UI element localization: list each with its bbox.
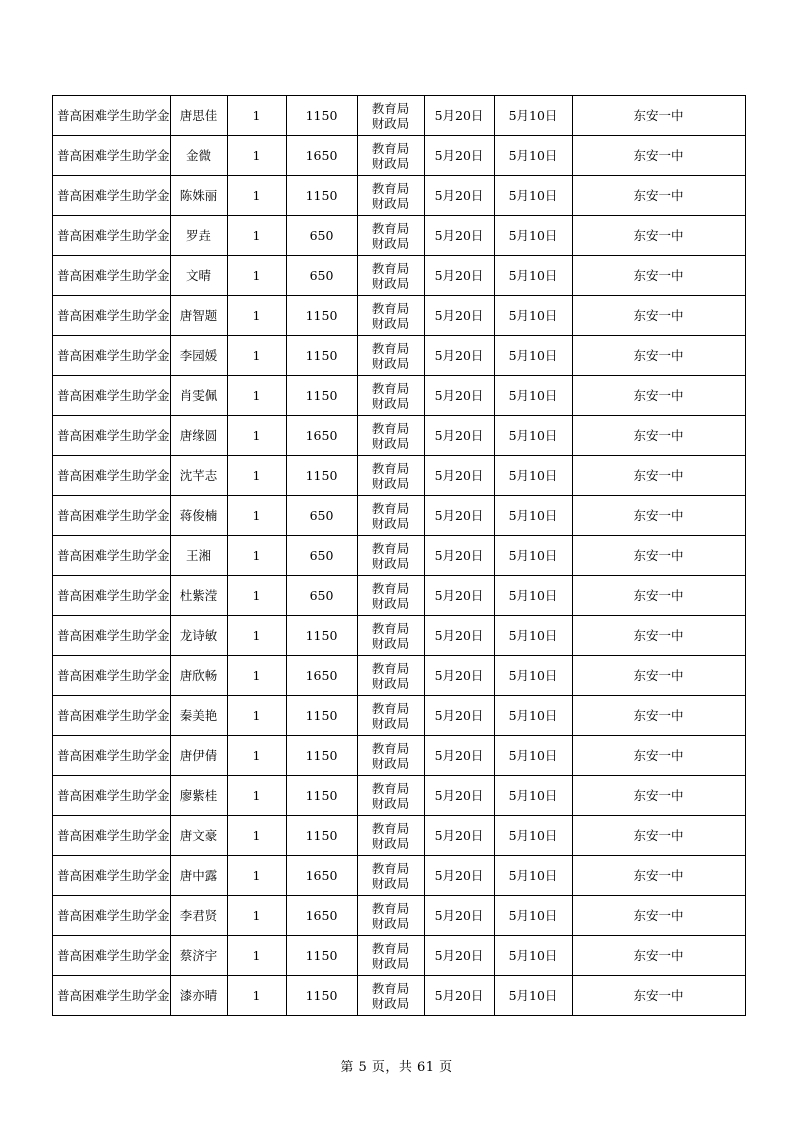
cell-aid-type: 普高困难学生助学金 [53, 216, 171, 256]
cell-aid-type: 普高困难学生助学金 [53, 376, 171, 416]
department-text: 教育局财政局 [371, 100, 410, 131]
cell-date-1: 5月20日 [424, 376, 494, 416]
cell-department [357, 736, 424, 776]
cell-count: 1 [227, 256, 286, 296]
cell-count: 1 [227, 936, 286, 976]
table-row [53, 696, 746, 736]
cell-date-2: 5月10日 [494, 776, 572, 816]
cell-count: 1 [227, 216, 286, 256]
cell-amount: 1150 [286, 96, 357, 136]
table-row [53, 976, 746, 1016]
cell-school: 东安一中 [572, 416, 745, 456]
cell-count: 1 [227, 336, 286, 376]
cell-aid-type: 普高困难学生助学金 [53, 616, 171, 656]
cell-aid-type: 普高困难学生助学金 [53, 416, 171, 456]
cell-amount: 1150 [286, 176, 357, 216]
cell-school: 东安一中 [572, 656, 745, 696]
cell-count: 1 [227, 136, 286, 176]
cell-date-1: 5月20日 [424, 696, 494, 736]
cell-school: 东安一中 [572, 456, 745, 496]
cell-date-2: 5月10日 [494, 336, 572, 376]
table-body [53, 96, 746, 1016]
table-row [53, 296, 746, 336]
cell-date-1: 5月20日 [424, 176, 494, 216]
cell-department [357, 576, 424, 616]
cell-date-1: 5月20日 [424, 576, 494, 616]
cell-school: 东安一中 [572, 336, 745, 376]
cell-count: 1 [227, 616, 286, 656]
table-row [53, 416, 746, 456]
cell-student-name: 李君贤 [170, 896, 227, 936]
cell-count: 1 [227, 416, 286, 456]
table-row [53, 536, 746, 576]
cell-department [357, 336, 424, 376]
cell-department [357, 216, 424, 256]
cell-date-2: 5月10日 [494, 856, 572, 896]
cell-aid-type: 普高困难学生助学金 [53, 776, 171, 816]
cell-amount: 1150 [286, 296, 357, 336]
cell-aid-type: 普高困难学生助学金 [53, 456, 171, 496]
table-row [53, 616, 746, 656]
cell-aid-type: 普高困难学生助学金 [53, 576, 171, 616]
cell-aid-type: 普高困难学生助学金 [53, 256, 171, 296]
record-table [52, 95, 746, 1016]
cell-school: 东安一中 [572, 936, 745, 976]
cell-aid-type: 普高困难学生助学金 [53, 696, 171, 736]
cell-date-1: 5月20日 [424, 96, 494, 136]
table-row [53, 776, 746, 816]
cell-date-2: 5月10日 [494, 616, 572, 656]
cell-date-2: 5月10日 [494, 936, 572, 976]
cell-date-1: 5月20日 [424, 456, 494, 496]
cell-amount: 650 [286, 256, 357, 296]
table-row [53, 576, 746, 616]
department-text: 教育局财政局 [371, 740, 410, 771]
cell-amount: 1150 [286, 976, 357, 1016]
cell-department [357, 256, 424, 296]
department-text: 教育局财政局 [371, 780, 410, 811]
cell-count: 1 [227, 536, 286, 576]
cell-student-name: 罗垚 [170, 216, 227, 256]
cell-date-1: 5月20日 [424, 656, 494, 696]
cell-amount: 1150 [286, 376, 357, 416]
cell-school: 东安一中 [572, 576, 745, 616]
department-text: 教育局财政局 [371, 620, 410, 651]
cell-department [357, 176, 424, 216]
cell-date-2: 5月10日 [494, 736, 572, 776]
cell-date-2: 5月10日 [494, 96, 572, 136]
cell-aid-type: 普高困难学生助学金 [53, 816, 171, 856]
cell-student-name: 王湘 [170, 536, 227, 576]
cell-date-1: 5月20日 [424, 936, 494, 976]
cell-aid-type: 普高困难学生助学金 [53, 896, 171, 936]
cell-school: 东安一中 [572, 216, 745, 256]
cell-school: 东安一中 [572, 856, 745, 896]
cell-department [357, 496, 424, 536]
cell-student-name: 沈芊志 [170, 456, 227, 496]
cell-amount: 1150 [286, 736, 357, 776]
cell-date-2: 5月10日 [494, 976, 572, 1016]
department-text: 教育局财政局 [371, 180, 410, 211]
department-text: 教育局财政局 [371, 580, 410, 611]
table-row [53, 656, 746, 696]
cell-department [357, 856, 424, 896]
cell-school: 东安一中 [572, 696, 745, 736]
cell-student-name: 唐智题 [170, 296, 227, 336]
cell-amount: 1150 [286, 816, 357, 856]
cell-aid-type: 普高困难学生助学金 [53, 536, 171, 576]
department-text: 教育局财政局 [371, 980, 410, 1011]
cell-date-2: 5月10日 [494, 136, 572, 176]
cell-school: 东安一中 [572, 736, 745, 776]
cell-date-1: 5月20日 [424, 296, 494, 336]
cell-date-2: 5月10日 [494, 536, 572, 576]
cell-department [357, 456, 424, 496]
cell-aid-type: 普高困难学生助学金 [53, 336, 171, 376]
cell-aid-type: 普高困难学生助学金 [53, 976, 171, 1016]
cell-date-2: 5月10日 [494, 416, 572, 456]
cell-count: 1 [227, 176, 286, 216]
cell-amount: 1650 [286, 856, 357, 896]
cell-count: 1 [227, 856, 286, 896]
cell-date-2: 5月10日 [494, 656, 572, 696]
cell-aid-type: 普高困难学生助学金 [53, 936, 171, 976]
cell-department [357, 96, 424, 136]
cell-date-1: 5月20日 [424, 416, 494, 456]
cell-count: 1 [227, 656, 286, 696]
cell-date-2: 5月10日 [494, 376, 572, 416]
department-text: 教育局财政局 [371, 900, 410, 931]
table-row [53, 216, 746, 256]
cell-student-name: 蒋俊楠 [170, 496, 227, 536]
cell-date-1: 5月20日 [424, 976, 494, 1016]
table-row [53, 136, 746, 176]
cell-aid-type: 普高困难学生助学金 [53, 176, 171, 216]
cell-student-name: 文晴 [170, 256, 227, 296]
cell-student-name: 唐伊倩 [170, 736, 227, 776]
table-row [53, 96, 746, 136]
cell-amount: 1650 [286, 896, 357, 936]
cell-aid-type: 普高困难学生助学金 [53, 856, 171, 896]
cell-department [357, 376, 424, 416]
cell-department [357, 976, 424, 1016]
cell-date-1: 5月20日 [424, 256, 494, 296]
cell-department [357, 896, 424, 936]
cell-school: 东安一中 [572, 536, 745, 576]
cell-count: 1 [227, 736, 286, 776]
department-text: 教育局财政局 [371, 460, 410, 491]
cell-aid-type: 普高困难学生助学金 [53, 96, 171, 136]
cell-count: 1 [227, 976, 286, 1016]
cell-student-name: 秦美艳 [170, 696, 227, 736]
cell-school: 东安一中 [572, 176, 745, 216]
cell-amount: 1150 [286, 336, 357, 376]
cell-student-name: 陈姝丽 [170, 176, 227, 216]
cell-school: 东安一中 [572, 496, 745, 536]
cell-date-1: 5月20日 [424, 536, 494, 576]
cell-student-name: 唐文豪 [170, 816, 227, 856]
cell-amount: 1650 [286, 656, 357, 696]
cell-aid-type: 普高困难学生助学金 [53, 496, 171, 536]
cell-count: 1 [227, 496, 286, 536]
cell-date-2: 5月10日 [494, 456, 572, 496]
cell-amount: 1150 [286, 456, 357, 496]
cell-school: 东安一中 [572, 616, 745, 656]
cell-student-name: 漆亦晴 [170, 976, 227, 1016]
cell-student-name: 杜紫滢 [170, 576, 227, 616]
cell-date-1: 5月20日 [424, 736, 494, 776]
cell-department [357, 616, 424, 656]
cell-date-1: 5月20日 [424, 216, 494, 256]
department-text: 教育局财政局 [371, 340, 410, 371]
cell-count: 1 [227, 696, 286, 736]
department-text: 教育局财政局 [371, 300, 410, 331]
department-text: 教育局财政局 [371, 860, 410, 891]
department-text: 教育局财政局 [371, 260, 410, 291]
department-text: 教育局财政局 [371, 700, 410, 731]
cell-school: 东安一中 [572, 816, 745, 856]
cell-date-1: 5月20日 [424, 816, 494, 856]
cell-student-name: 蔡济宇 [170, 936, 227, 976]
table-row [53, 256, 746, 296]
cell-date-1: 5月20日 [424, 336, 494, 376]
cell-count: 1 [227, 456, 286, 496]
cell-school: 东安一中 [572, 296, 745, 336]
cell-department [357, 936, 424, 976]
department-text: 教育局财政局 [371, 380, 410, 411]
department-text: 教育局财政局 [371, 540, 410, 571]
department-text: 教育局财政局 [371, 420, 410, 451]
cell-school: 东安一中 [572, 896, 745, 936]
cell-count: 1 [227, 776, 286, 816]
department-text: 教育局财政局 [371, 140, 410, 171]
cell-department [357, 416, 424, 456]
cell-school: 东安一中 [572, 256, 745, 296]
cell-amount: 650 [286, 216, 357, 256]
table-row [53, 336, 746, 376]
cell-aid-type: 普高困难学生助学金 [53, 656, 171, 696]
cell-student-name: 唐思佳 [170, 96, 227, 136]
cell-date-2: 5月10日 [494, 896, 572, 936]
cell-amount: 650 [286, 496, 357, 536]
cell-student-name: 李园媛 [170, 336, 227, 376]
department-text: 教育局财政局 [371, 660, 410, 691]
cell-amount: 1150 [286, 936, 357, 976]
cell-amount: 1150 [286, 776, 357, 816]
cell-date-2: 5月10日 [494, 256, 572, 296]
cell-count: 1 [227, 816, 286, 856]
cell-amount: 1650 [286, 136, 357, 176]
cell-department [357, 816, 424, 856]
cell-count: 1 [227, 576, 286, 616]
cell-student-name: 金微 [170, 136, 227, 176]
table-row [53, 856, 746, 896]
cell-date-1: 5月20日 [424, 496, 494, 536]
department-text: 教育局财政局 [371, 220, 410, 251]
table-row [53, 896, 746, 936]
cell-school: 东安一中 [572, 136, 745, 176]
cell-date-1: 5月20日 [424, 136, 494, 176]
cell-date-2: 5月10日 [494, 216, 572, 256]
cell-date-2: 5月10日 [494, 176, 572, 216]
page-number: 第 5 页，共 61 页 [340, 1060, 453, 1075]
cell-amount: 1150 [286, 696, 357, 736]
cell-count: 1 [227, 296, 286, 336]
cell-department [357, 656, 424, 696]
table-row [53, 816, 746, 856]
table-row [53, 736, 746, 776]
cell-student-name: 唐中露 [170, 856, 227, 896]
cell-date-1: 5月20日 [424, 776, 494, 816]
cell-amount: 650 [286, 536, 357, 576]
cell-date-2: 5月10日 [494, 816, 572, 856]
table-row [53, 456, 746, 496]
table-row [53, 496, 746, 536]
cell-count: 1 [227, 376, 286, 416]
cell-school: 东安一中 [572, 776, 745, 816]
cell-aid-type: 普高困难学生助学金 [53, 736, 171, 776]
cell-aid-type: 普高困难学生助学金 [53, 136, 171, 176]
cell-aid-type: 普高困难学生助学金 [53, 296, 171, 336]
cell-school: 东安一中 [572, 376, 745, 416]
cell-date-2: 5月10日 [494, 576, 572, 616]
cell-student-name: 廖紫桂 [170, 776, 227, 816]
table-row [53, 936, 746, 976]
cell-department [357, 136, 424, 176]
cell-date-2: 5月10日 [494, 496, 572, 536]
cell-school: 东安一中 [572, 976, 745, 1016]
cell-student-name: 唐缘圆 [170, 416, 227, 456]
cell-student-name: 唐欣畅 [170, 656, 227, 696]
cell-department [357, 536, 424, 576]
table-row [53, 176, 746, 216]
cell-student-name: 龙诗敏 [170, 616, 227, 656]
cell-amount: 650 [286, 576, 357, 616]
cell-date-2: 5月10日 [494, 696, 572, 736]
cell-date-1: 5月20日 [424, 616, 494, 656]
cell-department [357, 296, 424, 336]
cell-department [357, 776, 424, 816]
cell-amount: 1650 [286, 416, 357, 456]
cell-student-name: 肖雯佩 [170, 376, 227, 416]
cell-count: 1 [227, 96, 286, 136]
cell-date-1: 5月20日 [424, 856, 494, 896]
cell-amount: 1150 [286, 616, 357, 656]
cell-date-2: 5月10日 [494, 296, 572, 336]
table-row [53, 376, 746, 416]
cell-school: 东安一中 [572, 96, 745, 136]
department-text: 教育局财政局 [371, 940, 410, 971]
cell-date-1: 5月20日 [424, 896, 494, 936]
cell-count: 1 [227, 896, 286, 936]
department-text: 教育局财政局 [371, 820, 410, 851]
department-text: 教育局财政局 [371, 500, 410, 531]
cell-department [357, 696, 424, 736]
